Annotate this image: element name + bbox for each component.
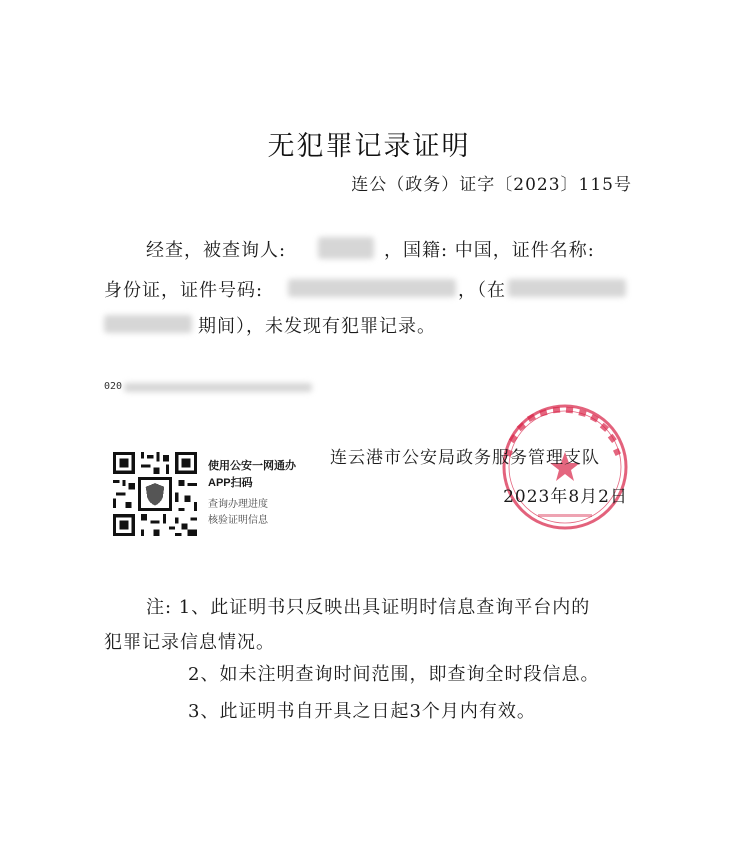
note-3: 3、此证明书自开具之日起3个月内有效。 bbox=[188, 701, 536, 722]
body-line-1-suffix: ，国籍: 中国，证件名称: bbox=[384, 240, 595, 261]
qr-caption-line-3: 查询办理进度 bbox=[208, 499, 268, 510]
issue-date: 2023年8月2日 bbox=[503, 487, 628, 507]
document-title: 无犯罪记录证明 bbox=[267, 131, 471, 162]
note-1-line-2: 犯罪记录信息情况。 bbox=[104, 632, 275, 653]
body-line-2-suffix: ，（在 bbox=[458, 280, 506, 301]
redacted-period-end bbox=[104, 315, 192, 333]
document-number: 连公（政务）证字〔2023〕115号 bbox=[351, 175, 632, 195]
redacted-serial-number bbox=[124, 383, 312, 392]
qr-caption-line-2: APP扫码 bbox=[208, 477, 253, 489]
body-line-1-prefix: 经查，被查询人: bbox=[146, 240, 287, 261]
redacted-id-number bbox=[288, 279, 456, 297]
serial-number-prefix: 020 bbox=[104, 381, 123, 392]
qr-caption-line-4: 核验证明信息 bbox=[208, 515, 268, 526]
body-line-2-prefix: 身份证，证件号码: bbox=[104, 280, 264, 301]
issuing-authority: 连云港市公安局政务服务管理支队 bbox=[330, 448, 600, 468]
body-line-3: 期间），未发现有犯罪记录。 bbox=[198, 316, 436, 337]
note-1-line-1: 注: 1、此证明书只反映出具证明时信息查询平台内的 bbox=[146, 597, 591, 618]
qr-code bbox=[110, 449, 200, 539]
note-2: 2、如未注明查询时间范围，即查询全时段信息。 bbox=[188, 664, 600, 685]
redacted-period-start bbox=[508, 279, 626, 297]
redacted-name bbox=[318, 237, 374, 259]
qr-caption-line-1: 使用公安一网通办 bbox=[208, 460, 296, 472]
